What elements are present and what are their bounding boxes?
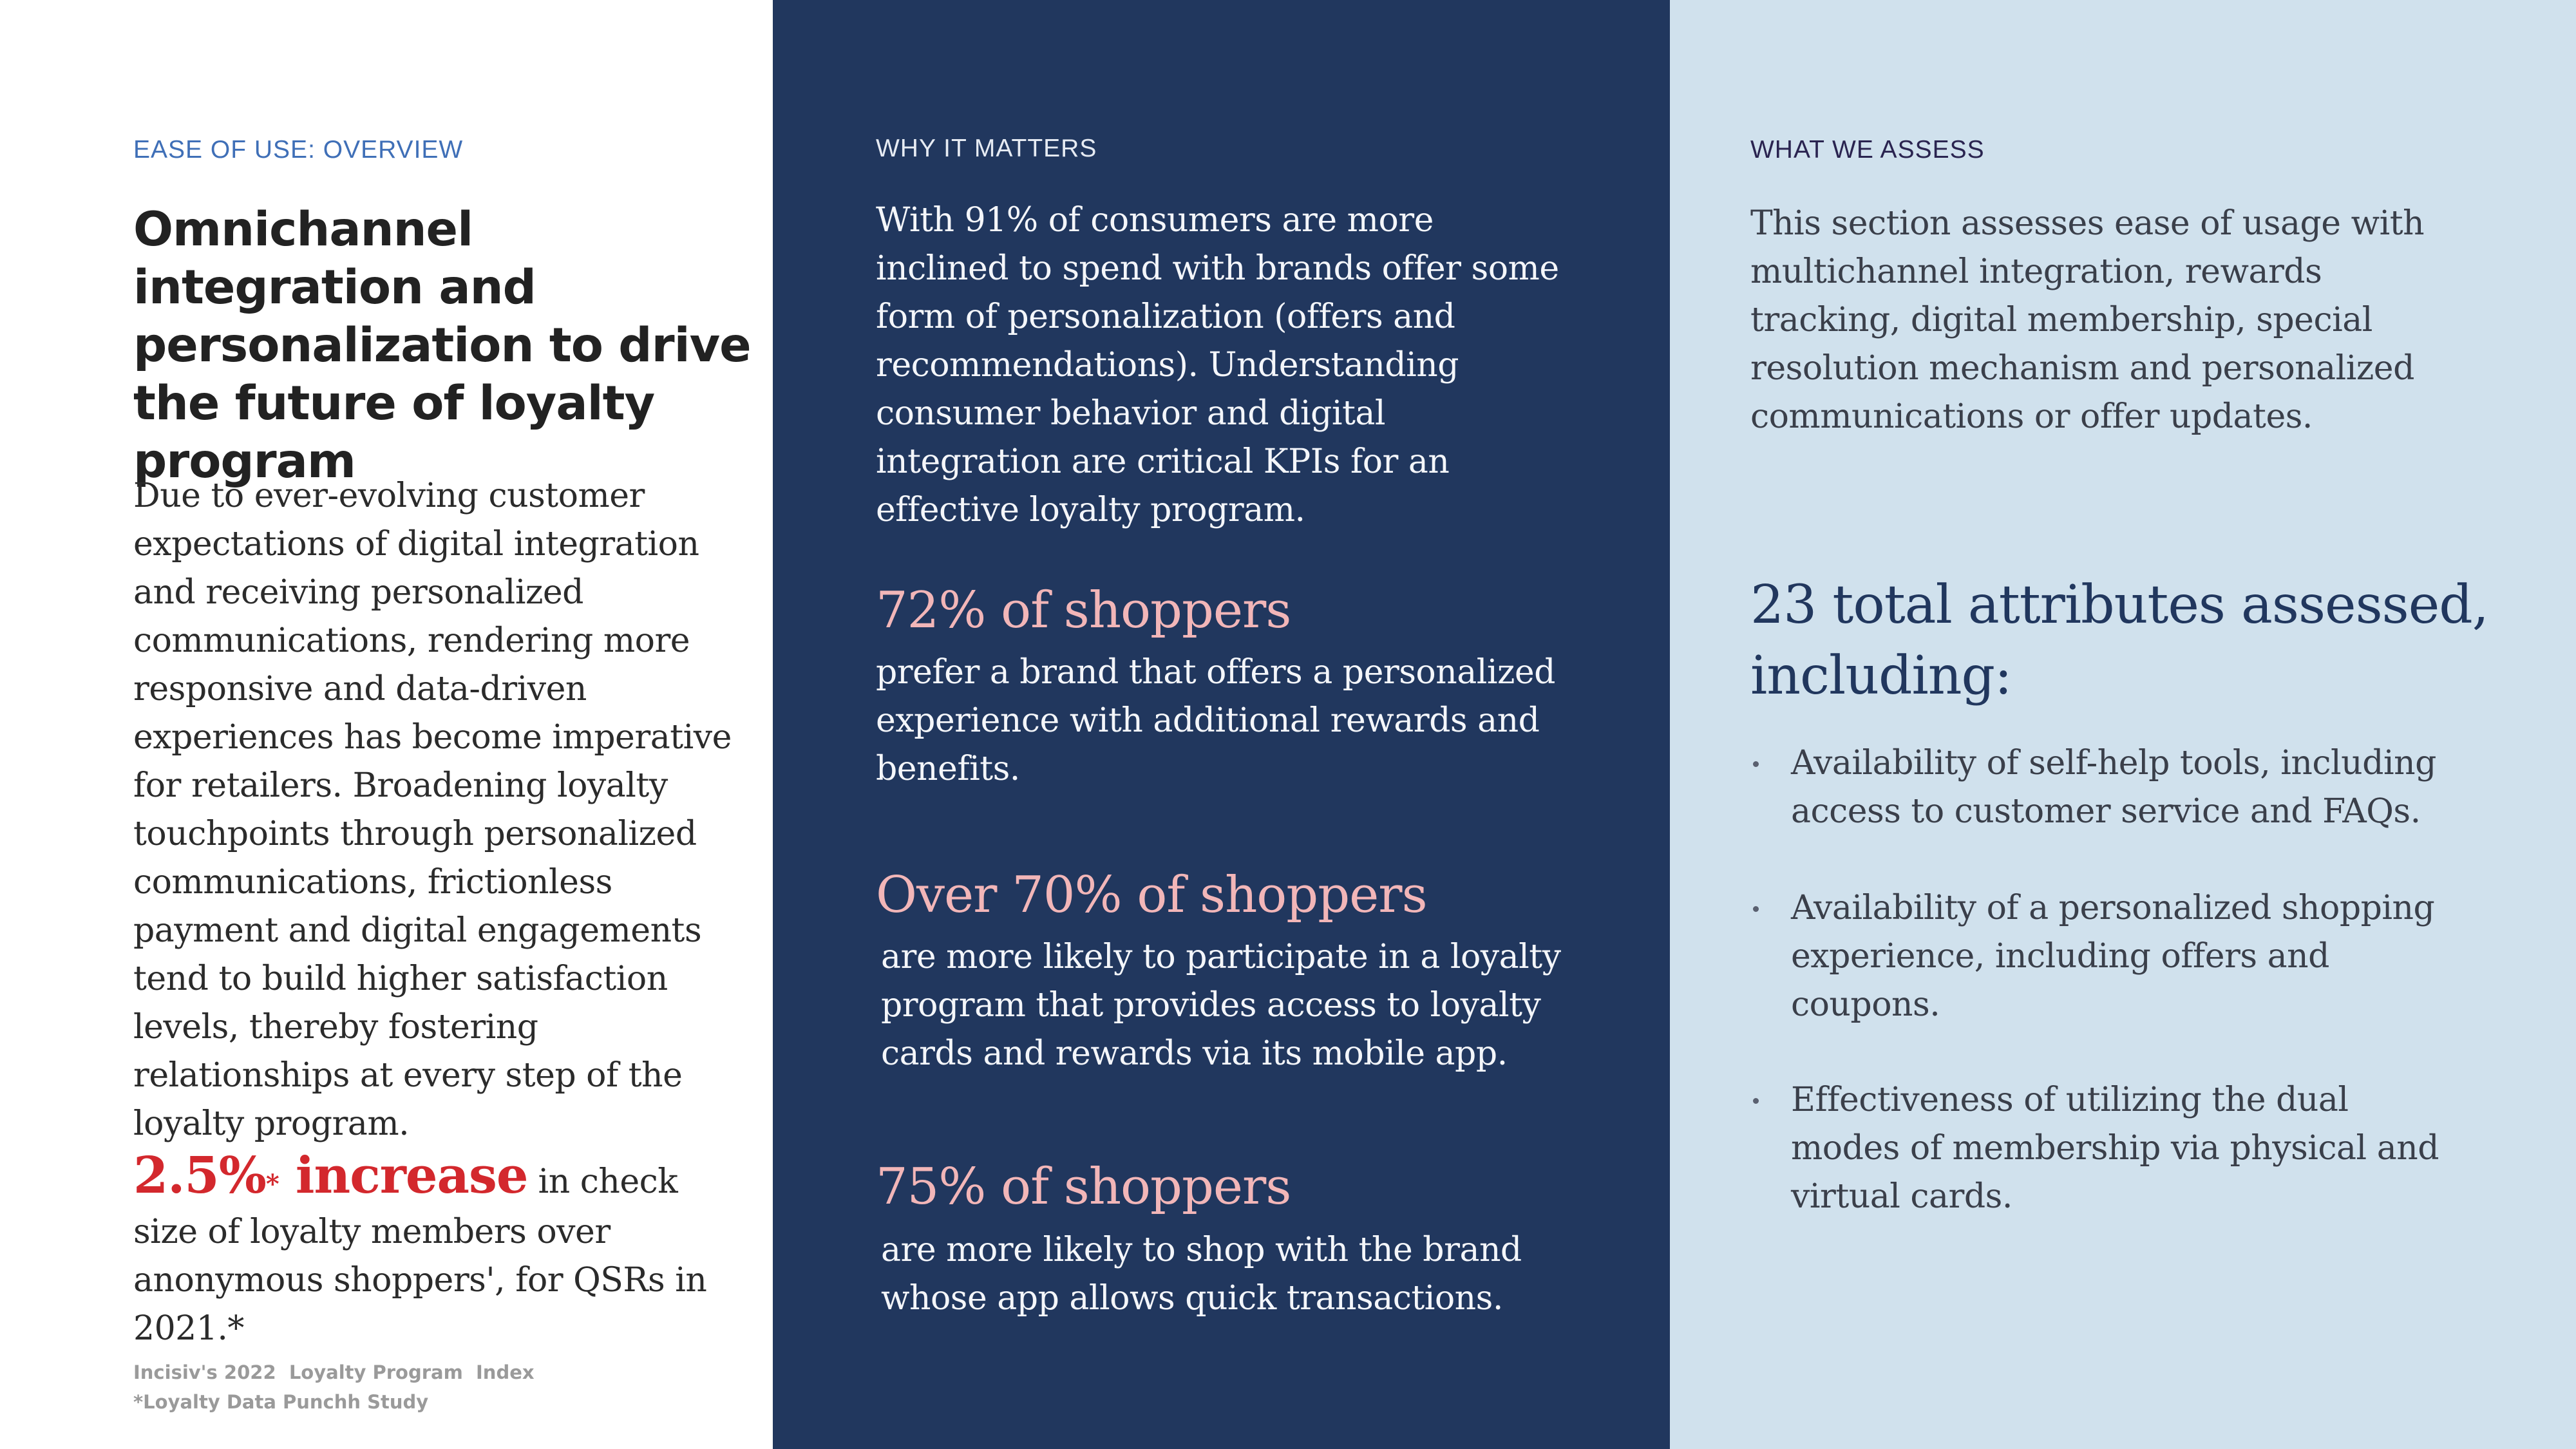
stat-value: 2.5% (133, 1146, 266, 1205)
section-eyebrow: EASE OF USE: OVERVIEW (133, 136, 464, 164)
stat-highlight (133, 1146, 528, 1205)
footnote-study: *Loyalty Data Punchh Study (133, 1391, 429, 1413)
why-it-matters-eyebrow: WHY IT MATTERS (876, 135, 1097, 162)
check-size-stat (133, 1146, 732, 1353)
list-item-text: Availability of self-help tools, including access to customer service and FAQs. (1791, 744, 2436, 831)
what-we-assess-eyebrow: WHAT WE ASSESS (1750, 136, 1985, 164)
stat-title: 72% of shoppers (876, 582, 1291, 639)
page-headline: Omnichannel integration and personalization to drive the future of loyalty program (133, 202, 751, 489)
stat-title: 75% of shoppers (876, 1158, 1291, 1216)
stat-title: Over 70% of shoppers (876, 866, 1427, 924)
footnote-source: Incisiv's 2022 Loyalty Program Index (133, 1361, 535, 1383)
stat-description: prefer a brand that offers a personalized experience with additional rewards and benefits. (876, 653, 1555, 788)
list-item (1750, 739, 2465, 836)
stat-text: in check size of loyalty members over anonymous shoppers', for QSRs in 2021.* (133, 1162, 707, 1348)
footnotes (133, 1358, 535, 1417)
assessment-paragraph: This section assesses ease of usage with multichannel integration, rewards tracking, digital membership, special resolution mechanism and personalized communications or offer updates. (1750, 204, 2425, 436)
stat-description: are more likely to shop with the brand whose app allows quick transactions. (881, 1231, 1522, 1318)
list-item (1750, 1076, 2465, 1221)
stat-description: are more likely to participate in a loyalty program that provides access to loyalty cards and rewards via its mobile app. (881, 938, 1561, 1073)
bullet-dot-icon (1753, 761, 1759, 767)
bullet-dot-icon (1753, 1098, 1759, 1104)
intro-paragraph: Due to ever-evolving customer expectations of digital integration and receiving personalized communications, rendering more responsive and data-driven experiences has become imperative for retailers. Broadening loyalty touchpoints through personalized communications, frictionless payment and digital engagements tend to build higher satisfaction levels, thereby fostering relationships at every step of the loyalty program. (133, 477, 732, 1143)
why-it-matters-paragraph: With 91% of consumers are more inclined to spend with brands offer some form of personalization (offers and recommendations). Understanding consumer behavior and digital integration are critical KPIs for an effective loyalty program. (876, 201, 1559, 529)
list-item (1750, 884, 2465, 1029)
list-item-text: Effectiveness of utilizing the dual modes of membership via physical and virtual cards. (1791, 1081, 2439, 1216)
list-item-text: Availability of a personalized shopping experience, including offers and coupons. (1791, 889, 2435, 1024)
stat-label: increase (278, 1146, 528, 1205)
stat-asterisk: * (265, 1169, 279, 1199)
bullet-dot-icon (1753, 906, 1759, 912)
left-column (0, 0, 773, 1449)
attributes-heading: 23 total attributes assessed, including: (1750, 574, 2488, 706)
